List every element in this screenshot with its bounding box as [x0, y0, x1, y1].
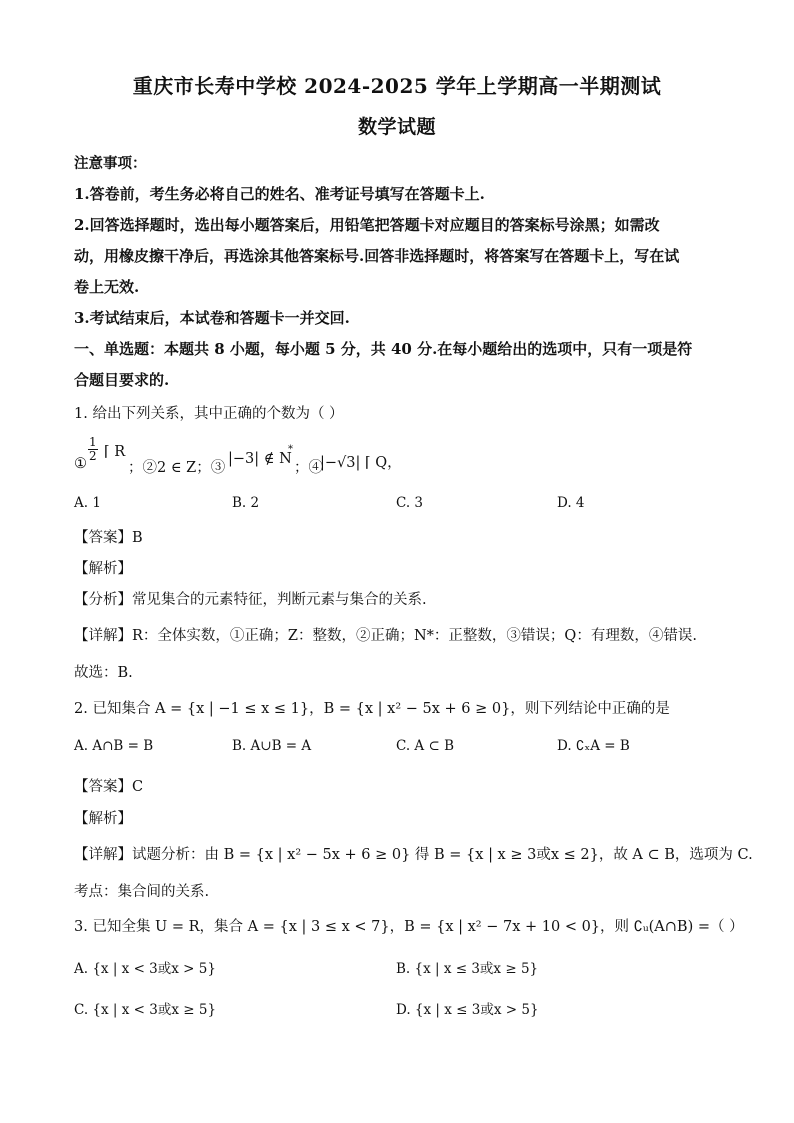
q2-kaodian: 考点：集合间的关系.: [74, 884, 210, 900]
q1-fenxi: 【分析】常见集合的元素特征，判断元素与集合的关系.: [74, 592, 427, 608]
q3-option-b: B. {x | x ≤ 3或x ≥ 5}: [396, 961, 539, 977]
q1-detail: 【详解】R：全体实数，①正确；Z：整数，②正确；N*：正整数，③错误；Q：有理数，④错误.: [74, 628, 697, 644]
notice-item-2: 2.回答选择题时，选出每小题答案后，用铅笔把答题卡对应题目的答案标号涂黑；如需改: [74, 216, 660, 234]
q1-relations: [74, 435, 724, 478]
exam-subtitle: 数学试题: [357, 116, 436, 138]
q2-stem: 2. 已知集合 A = {x | −1 ≤ x ≤ 1}，B = {x | x² − 5x + 6 ≥ 0}，则下列结论中正确的是: [74, 701, 670, 717]
exam-title: 重庆市长寿中学校 2024-2025 学年上学期高一半期测试: [132, 74, 662, 98]
q2-analysis-label: 【解析】: [74, 811, 132, 827]
notice-heading: 注意事项：: [74, 155, 147, 172]
notice-item-2-end: 卷上无效.: [74, 278, 140, 296]
notice-item-3: 3.考试结束后，本试卷和答题卡一并交回.: [74, 309, 350, 327]
q1-rel-1-marker: ①: [74, 456, 87, 472]
q1-fraction: [88, 436, 98, 463]
q3-option-c: C. {x | x < 3或x ≥ 5}: [74, 1002, 217, 1018]
q1-rel-4: |−√3| ⌈ Q，: [320, 455, 402, 471]
q2-option-d: D. ∁ₓA = B: [557, 738, 630, 754]
q2-answer: 【答案】C: [74, 779, 144, 795]
q1-fraction-num: 1: [89, 435, 97, 449]
q3-stem: 3. 已知全集 U = R，集合 A = {x | 3 ≤ x < 7}，B = {x | x² − 7x + 10 < 0}，则 ∁ᵤ(A∩B) =（ ）: [74, 919, 744, 935]
section-heading-cont: 合题目要求的.: [74, 371, 170, 389]
q1-option-d: D. 4: [557, 495, 585, 511]
q1-option-c: C. 3: [396, 495, 424, 511]
q2-option-b: B. A∪B = A: [232, 738, 312, 754]
q1-answer: 【答案】B: [74, 530, 143, 546]
section-heading: 一、单选题：本题共 8 小题，每小题 5 分，共 40 分.在每小题给出的选项中，只有一项是符: [74, 340, 693, 358]
q1-rel-3-star: *: [288, 444, 293, 455]
q1-rel-3: |−3| ∉ N: [228, 451, 292, 467]
q1-fraction-den: 2: [89, 449, 97, 463]
q1-option-b: B. 2: [232, 495, 260, 511]
q1-conclusion: 故选：B.: [74, 665, 133, 681]
q1-analysis-label: 【解析】: [74, 561, 132, 577]
q1-option-a: A. 1: [74, 495, 101, 511]
q1-rel-4-marker: ；④: [294, 460, 323, 476]
notice-item-2-cont: 动，用橡皮擦干净后，再选涂其他答案标号.回答非选择题时，将答案写在答题卡上，写在试: [74, 247, 680, 265]
q2-detail: 【详解】试题分析：由 B = {x | x² − 5x + 6 ≥ 0} 得 B = {x | x ≥ 3或x ≤ 2}，故 A ⊂ B，选项为 C.: [74, 847, 753, 863]
q1-rel-2: ；②2 ∈ Z；③: [128, 460, 226, 476]
q3-option-a: A. {x | x < 3或x > 5}: [74, 961, 216, 977]
notice-item-1: 1.答卷前，考生务必将自己的姓名、准考证号填写在答题卡上.: [74, 185, 485, 203]
q2-option-a: A. A∩B = B: [74, 738, 154, 754]
q1-stem: 1. 给出下列关系，其中正确的个数为（ ）: [74, 406, 344, 422]
q1-rel-1: ⌈ R: [104, 444, 126, 460]
q2-option-c: C. A ⊂ B: [396, 738, 454, 754]
q3-option-d: D. {x | x ≤ 3或x > 5}: [396, 1002, 539, 1018]
